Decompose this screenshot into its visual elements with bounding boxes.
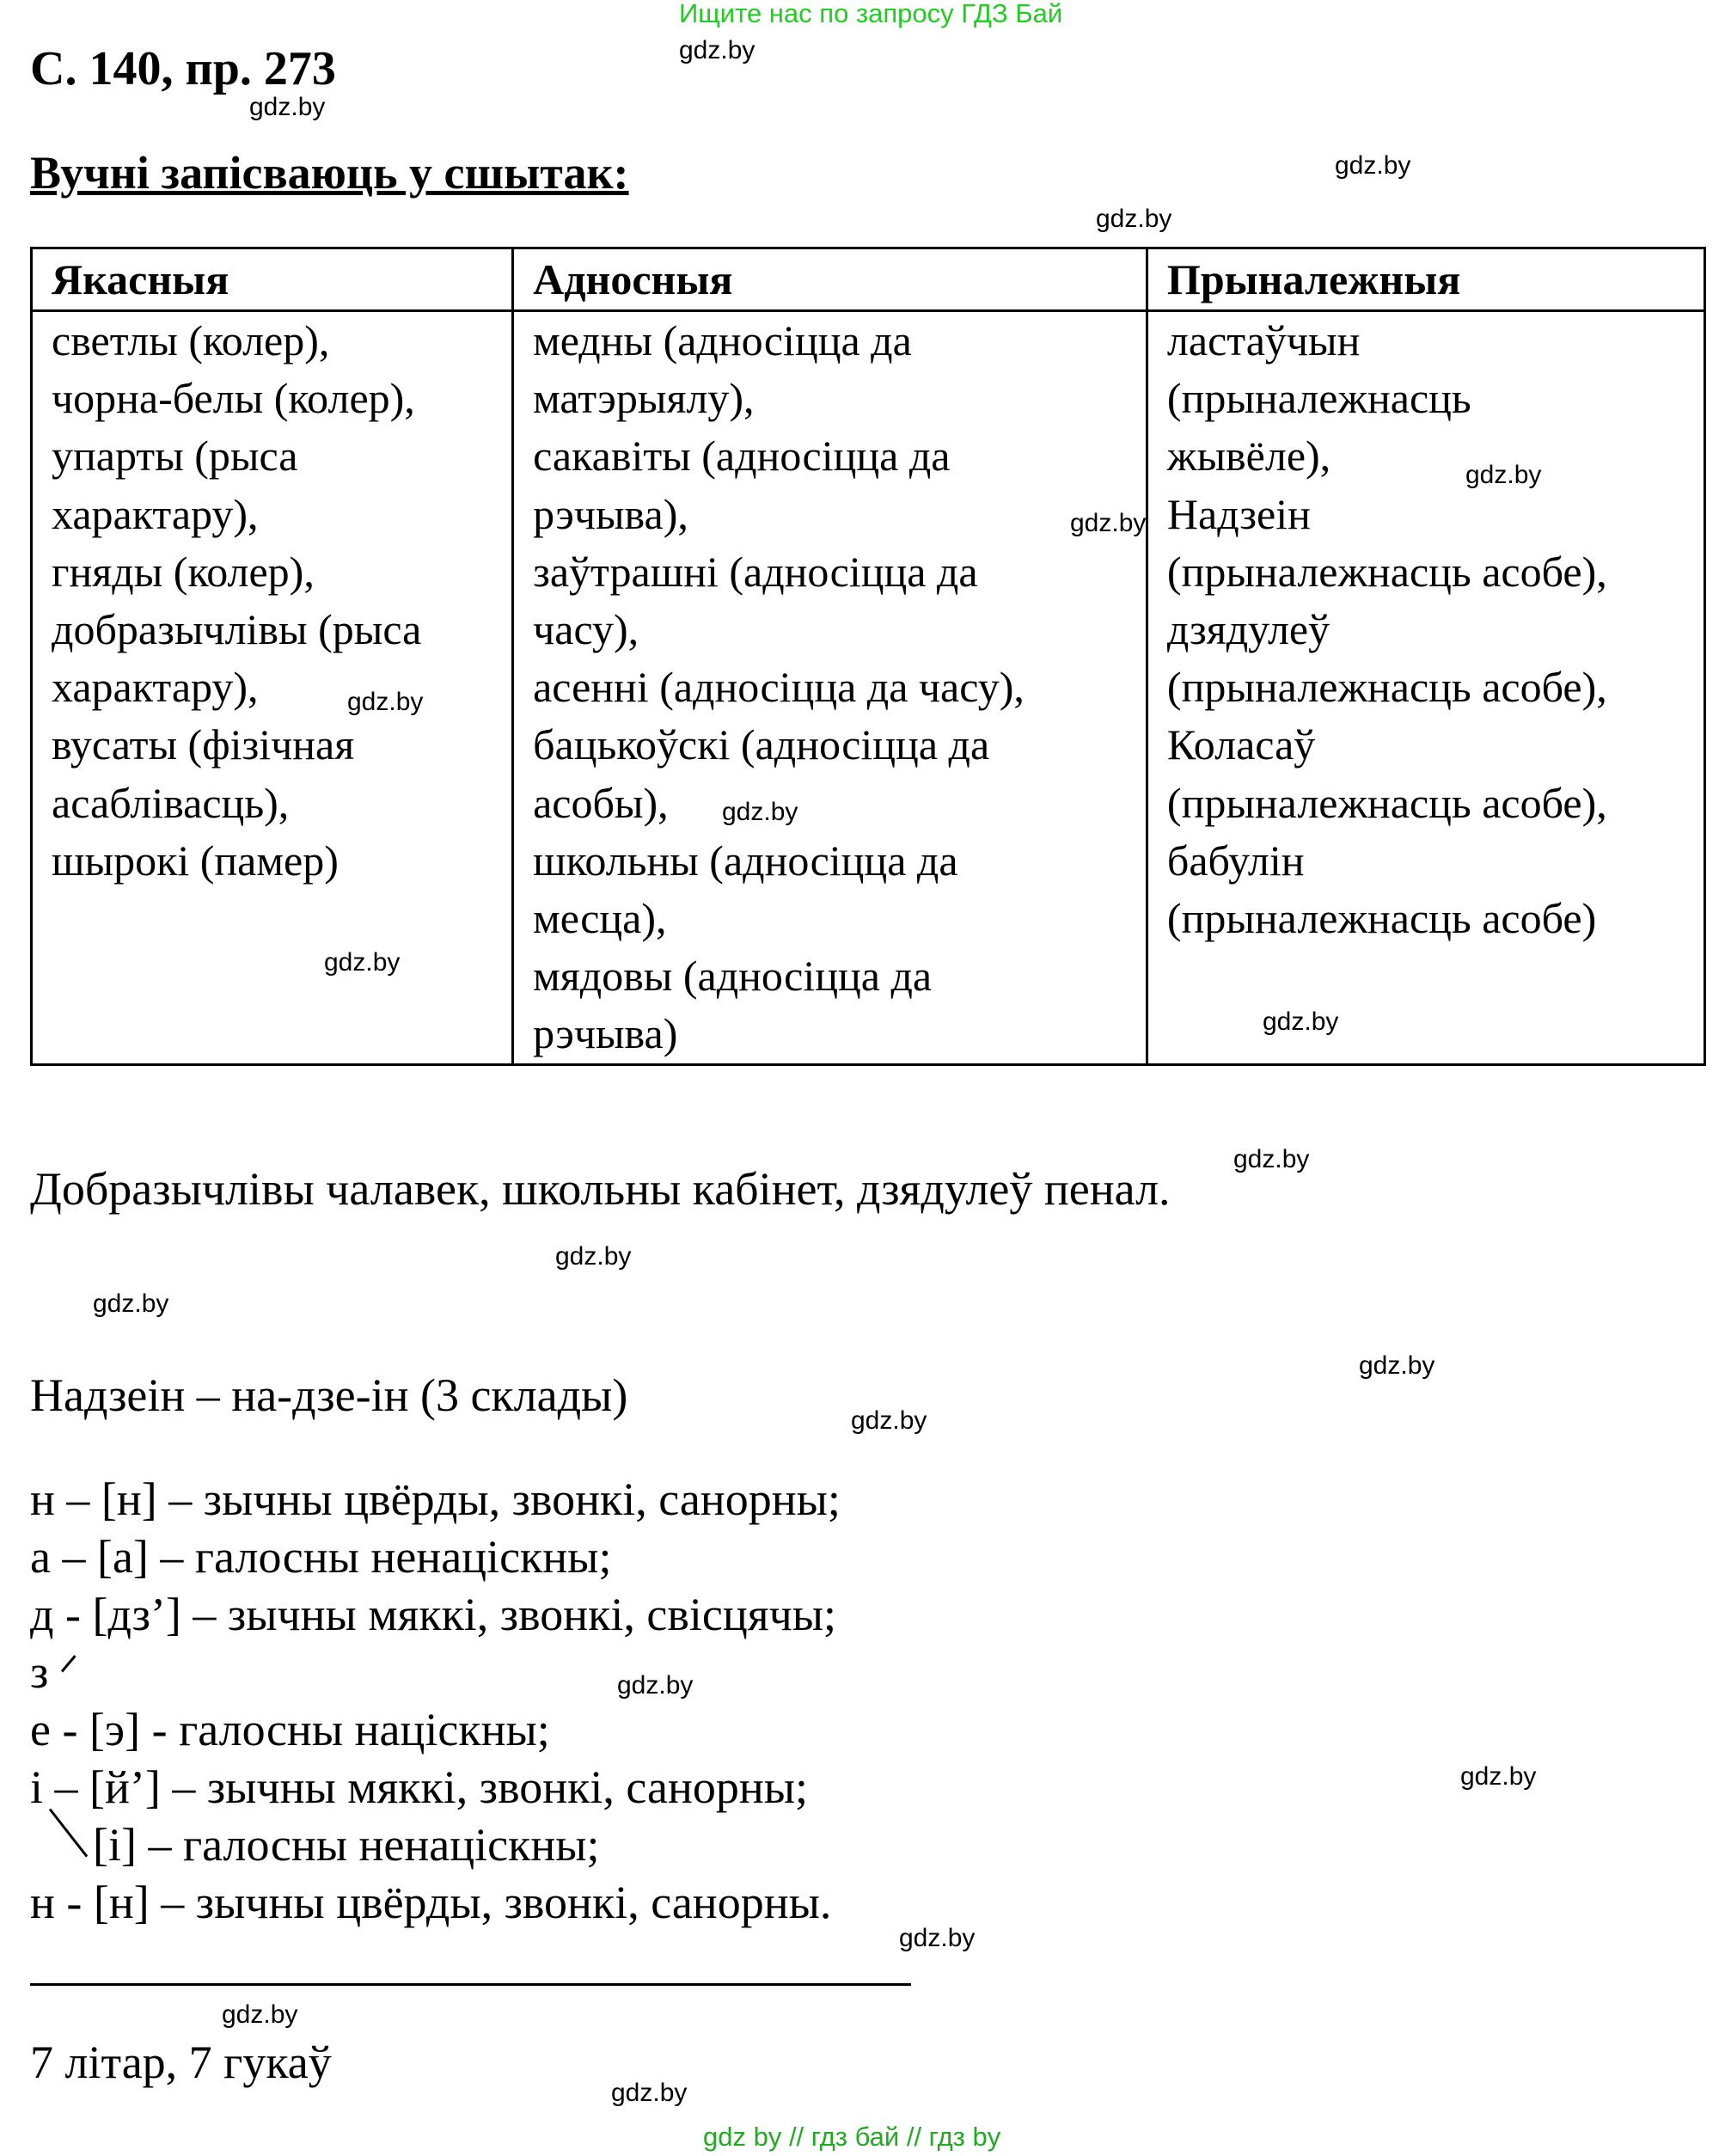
cell-line: бабулін bbox=[1166, 836, 1305, 885]
cell-line: мядовы (адносіцца да bbox=[533, 952, 933, 1001]
cell-line: жывёле), bbox=[1166, 432, 1331, 481]
phonetic-line: [і] – галосны ненаціскны; bbox=[93, 1819, 600, 1871]
cell-line: матэрыялу), bbox=[533, 374, 755, 423]
column-relative bbox=[513, 311, 1147, 1065]
cell-line: месца), bbox=[533, 894, 667, 943]
watermark: gdz.by bbox=[1460, 1762, 1537, 1791]
watermark: gdz.by bbox=[851, 1406, 927, 1435]
cell-line: (прыналежнасць bbox=[1166, 374, 1471, 423]
cell-line: добразычлівы (рыса bbox=[52, 605, 422, 654]
cell-line: Коласаў bbox=[1166, 720, 1316, 769]
phrases-sentence: Добразычлівы чалавек, школьны кабінет, дзядулеў пенал. bbox=[30, 1163, 1171, 1215]
cell-line: ластаўчын bbox=[1166, 316, 1361, 364]
cell-line: медны (адносіцца да bbox=[533, 316, 912, 364]
header-possessive: Прыналежныя bbox=[1147, 248, 1704, 311]
watermark: gdz.by bbox=[1465, 461, 1542, 489]
divider bbox=[30, 1983, 911, 1986]
watermark: gdz.by bbox=[1359, 1351, 1435, 1380]
phonetic-line: а – [а] – галосны ненаціскны; bbox=[30, 1531, 612, 1583]
phonetic-line: н - [н] – зычны цвёрды, звонкі, санорны. bbox=[30, 1877, 832, 1928]
syllable-division: Надзеін – на-дзе-ін (3 склады) bbox=[30, 1369, 628, 1421]
header-qualitative: Якасныя bbox=[32, 248, 513, 311]
watermark: gdz.by bbox=[1070, 509, 1147, 537]
cell-line: рэчыва), bbox=[533, 489, 688, 538]
branch-stroke bbox=[61, 1655, 76, 1672]
watermark: gdz.by bbox=[617, 1671, 694, 1700]
cell-line: бацькоўскі (адносіцца да bbox=[533, 720, 990, 769]
cell-line: рэчыва) bbox=[533, 1009, 678, 1058]
cell-line: часу), bbox=[533, 605, 639, 654]
cell-line: школьны (адносіцца да bbox=[533, 836, 958, 885]
cell-line: светлы (колер), bbox=[52, 316, 330, 364]
watermark: gdz.by bbox=[222, 2000, 298, 2029]
cell-line: (прыналежнасць асобе), bbox=[1166, 778, 1607, 827]
cell-line: (прыналежнасць асобе), bbox=[1166, 547, 1607, 596]
footer-links[interactable]: gdz by // гдз бай // гдз by bbox=[703, 2122, 1001, 2152]
search-banner[interactable]: Ищите нас по запросу ГДЗ Бай bbox=[679, 0, 1063, 28]
cell-line: характару), bbox=[52, 663, 259, 712]
watermark: gdz.by bbox=[1263, 1008, 1339, 1036]
letters-sounds-summary: 7 літар, 7 гукаў bbox=[30, 2037, 332, 2088]
watermark: gdz.by bbox=[555, 1242, 632, 1271]
column-possessive bbox=[1147, 311, 1704, 1065]
phonetic-line: н – [н] – зычны цвёрды, звонкі, санорны; bbox=[30, 1473, 841, 1525]
phonetic-line: д - [дз’] – зычны мяккі, звонкі, свісцячы; bbox=[30, 1589, 837, 1640]
cell-line: вусаты (фізічная bbox=[52, 720, 355, 769]
cell-line: (прыналежнасць асобе) bbox=[1166, 894, 1597, 943]
page-title: С. 140, пр. 273 bbox=[30, 42, 336, 95]
watermark: gdz.by bbox=[611, 2079, 688, 2107]
cell-line: асаблівасць), bbox=[52, 778, 290, 827]
phonetic-line: і – [й’] – зычны мяккі, звонкі, санорны; bbox=[30, 1761, 809, 1813]
cell-line: чорна-белы (колер), bbox=[52, 374, 415, 423]
phonetic-line: е - [э] - галосны націскны; bbox=[30, 1704, 550, 1755]
table-header-row bbox=[32, 248, 1705, 311]
watermark: gdz.by bbox=[899, 1924, 976, 1952]
watermark: gdz.by bbox=[1233, 1145, 1310, 1173]
column-qualitative bbox=[32, 311, 513, 1065]
cell-line: асенні (адносіцца да часу), bbox=[533, 663, 1025, 712]
cell-line: упарты (рыса bbox=[52, 432, 298, 481]
cell-line: Надзеін bbox=[1166, 489, 1311, 538]
cell-line: асобы), bbox=[533, 778, 669, 827]
watermark: gdz.by bbox=[324, 948, 401, 977]
header-relative: Адносныя bbox=[513, 248, 1147, 311]
cell-line: гняды (колер), bbox=[52, 547, 315, 596]
watermark: gdz.by bbox=[722, 798, 798, 826]
cell-line: (прыналежнасць асобе), bbox=[1166, 663, 1607, 712]
watermark: gdz.by bbox=[93, 1289, 169, 1318]
phonetic-line: з bbox=[30, 1646, 49, 1698]
watermark: gdz.by bbox=[1335, 151, 1411, 180]
cell-line: заўтрашні (адносіцца да bbox=[533, 547, 978, 596]
watermark: gdz.by bbox=[347, 688, 424, 716]
watermark: gdz.by bbox=[1096, 205, 1172, 233]
cell-line: характару), bbox=[52, 489, 259, 538]
watermark: gdz.by bbox=[249, 93, 326, 121]
cell-line: сакавіты (адносіцца да bbox=[533, 432, 951, 481]
cell-line: шырокі (памер) bbox=[52, 836, 339, 885]
table-row bbox=[32, 311, 1705, 1065]
adjectives-table bbox=[30, 247, 1706, 1066]
section-subtitle: Вучні запісваюць у сшытак: bbox=[30, 147, 629, 199]
cell-line: дзядулеў bbox=[1166, 605, 1330, 654]
watermark: gdz.by bbox=[679, 36, 755, 64]
